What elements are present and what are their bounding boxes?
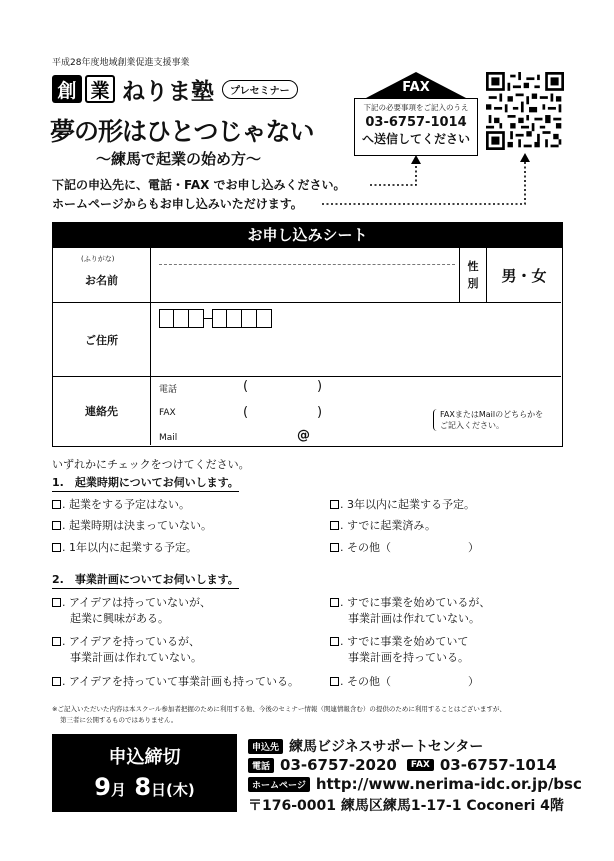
fax-paren-open: ( [243,405,249,420]
q1-option-3-label: . 1年以内に起業する予定。 [62,541,197,554]
checkbox[interactable] [52,500,61,509]
intro-line-1: 下記の申込先に、電話・FAX でお申し込みください。 [52,178,346,192]
org-line [248,736,483,756]
fax-label: FAX [402,80,430,95]
intro-line-2: ホームページからもお申し込みいただけます。 [52,197,303,211]
zip-box[interactable] [189,309,204,328]
checkbox[interactable] [52,598,61,607]
q2-option-4-label-2: 事業計画は作れていない。 [348,612,480,625]
application-form [52,222,563,447]
checkbox[interactable] [330,637,339,646]
checkbox[interactable] [52,637,61,646]
furigana-dashed-line[interactable] [159,264,455,265]
sex-label-cell [459,248,487,302]
checkbox[interactable] [52,521,61,530]
zip-box[interactable] [174,309,189,328]
q2-option-6-label: . その他（ ） [340,675,479,688]
zip-box[interactable] [227,309,242,328]
brand-kanji-2: 業 [85,75,115,103]
contact-note [433,409,543,431]
fax-body [354,98,478,156]
q1-heading: 1. 起業時期についてお伺いします。 [52,474,239,492]
fax-send-text: へ送信してください [361,132,470,146]
qr-code-icon[interactable] [486,72,564,150]
main-title: 夢の形はひとつじゃない [50,117,314,146]
zip-box[interactable] [257,309,272,328]
web-line [248,775,582,793]
q2-option-6[interactable] [330,674,479,690]
address-line [248,795,564,815]
q2-option-1[interactable] [52,595,211,627]
name-row [53,248,561,302]
q1-option-1[interactable] [52,497,190,513]
form-heading: お申し込みシート [53,223,562,248]
address-label: ご住所 [53,303,151,376]
q2-option-4-label: . すでに事業を始めているが、 [340,596,491,609]
q1-option-3[interactable] [52,540,197,556]
q1-option-2[interactable] [52,518,212,534]
furigana-label: (ふりがな) [81,255,115,263]
deadline-month: 9 [94,773,111,801]
mail-at: @ [297,428,310,443]
deadline-label: 申込締切 [108,747,181,768]
sex-choice[interactable]: 男・女 [501,266,547,285]
deadline-box [52,734,237,812]
privacy-footnote [52,704,572,726]
fax-field-label: FAX [159,408,176,418]
checkbox[interactable] [52,677,61,686]
name-label: お名前 [85,274,118,287]
zip-box[interactable] [159,309,174,328]
q1-option-2-label: . 起業時期は決まっていない。 [62,519,212,532]
brand-logo [52,74,298,104]
tel-number[interactable]: 03-6757-2020 [280,756,397,774]
address-row [53,302,561,376]
deadline-day: 8 [134,773,152,801]
tel-tag: 電話 [248,758,274,773]
q2-option-5[interactable] [330,634,469,666]
sex-label-2: 別 [467,277,479,290]
phone-line [248,756,557,774]
name-label-cell [53,248,151,302]
checkbox[interactable] [330,543,339,552]
deadline-date [52,773,237,801]
q1-option-4-label: . 3年以内に起業する予定。 [340,498,475,511]
q1-option-5-label: . すでに起業済み。 [340,519,436,532]
q1-option-6-label: . その他（ ） [340,541,479,554]
intro-text [52,176,346,214]
q2-option-2[interactable] [52,634,202,666]
subtitle: 〜練馬で起業の始め方〜 [96,150,262,168]
check-instruction: いずれかにチェックをつけてください。 [52,458,250,471]
footnote-line-1: ※ご記入いただいた内容は本スクール参加者把握のために利用する他、今後のセミナー情報（関連情報含む）の提供のために利用することはございますが、 [52,705,506,713]
phone-paren-close: ) [317,379,323,394]
deadline-day-unit: 日 [151,781,167,799]
q1-option-5[interactable] [330,518,436,534]
phone-label: 電話 [159,385,178,395]
q1-option-6[interactable] [330,540,479,556]
q1-option-4[interactable] [330,497,475,513]
org-tag: 申込先 [248,739,283,754]
q2-option-1-label: . アイデアは持っていないが、 [62,596,212,609]
web-tag: ホームページ [248,777,310,792]
zip-box[interactable] [212,309,227,328]
website-link[interactable]: http://www.nerima-idc.or.jp/bsc [315,775,582,793]
mail-label: Mail [159,433,178,443]
contact-note-line-2: ご記入ください。 [440,421,504,430]
org-name: 練馬ビジネスサポートセンター [289,739,484,755]
checkbox[interactable] [330,500,339,509]
fax-number-footer[interactable]: 03-6757-1014 [439,756,557,774]
q2-option-2-label: . アイデアを持っているが、 [62,635,201,648]
q1-option-1-label: . 起業をする予定はない。 [62,498,190,511]
deadline-weekday: (木) [166,781,195,799]
fax-number: 03-6757-1014 [365,115,467,130]
contact-row [53,376,561,445]
checkbox[interactable] [330,598,339,607]
q2-option-3[interactable] [52,674,299,690]
q2-option-4[interactable] [330,595,490,627]
q2-option-5-label: . すでに事業を始めていて [340,635,469,648]
footnote-line-2: 第三者に公開するものではありません。 [60,716,178,724]
fax-tag: FAX [407,759,434,771]
contact-label: 連絡先 [53,377,151,445]
org-address: 〒176-0001 練馬区練馬1-17-1 Coconeri 4階 [248,798,564,814]
q2-option-2-label-2: 事業計画は作れていない。 [70,651,202,664]
deadline-month-unit: 月 [110,781,126,799]
checkbox[interactable] [330,677,339,686]
q2-heading: 2. 事業計画についてお伺いします。 [52,571,239,589]
postal-code-boxes[interactable] [159,309,272,328]
program-name: 平成28年度地域創業促進支援事業 [52,58,190,68]
q2-option-3-label: . アイデアを持っていて事業計画も持っている。 [62,675,300,688]
fax-paren-close: ) [317,405,323,420]
checkbox[interactable] [330,521,339,530]
q2-option-5-label-2: 事業計画を持っている。 [348,651,469,664]
brand-name: ねりま塾 [122,78,214,105]
pre-seminar-badge: プレセミナー [222,80,298,99]
sex-label-1: 性 [467,260,479,273]
zip-box[interactable] [242,309,257,328]
fax-note: 下記の必要事項をご記入のうえ [363,103,469,112]
contact-note-line-1: FAXまたはMailのどちらかを [440,410,544,419]
brand-kanji-1: 創 [52,75,82,103]
phone-paren-open: ( [243,379,249,394]
zip-dash [204,318,212,319]
q2-option-1-label-2: 起業に興味がある。 [70,612,169,625]
checkbox[interactable] [52,543,61,552]
fax-box [354,72,478,156]
